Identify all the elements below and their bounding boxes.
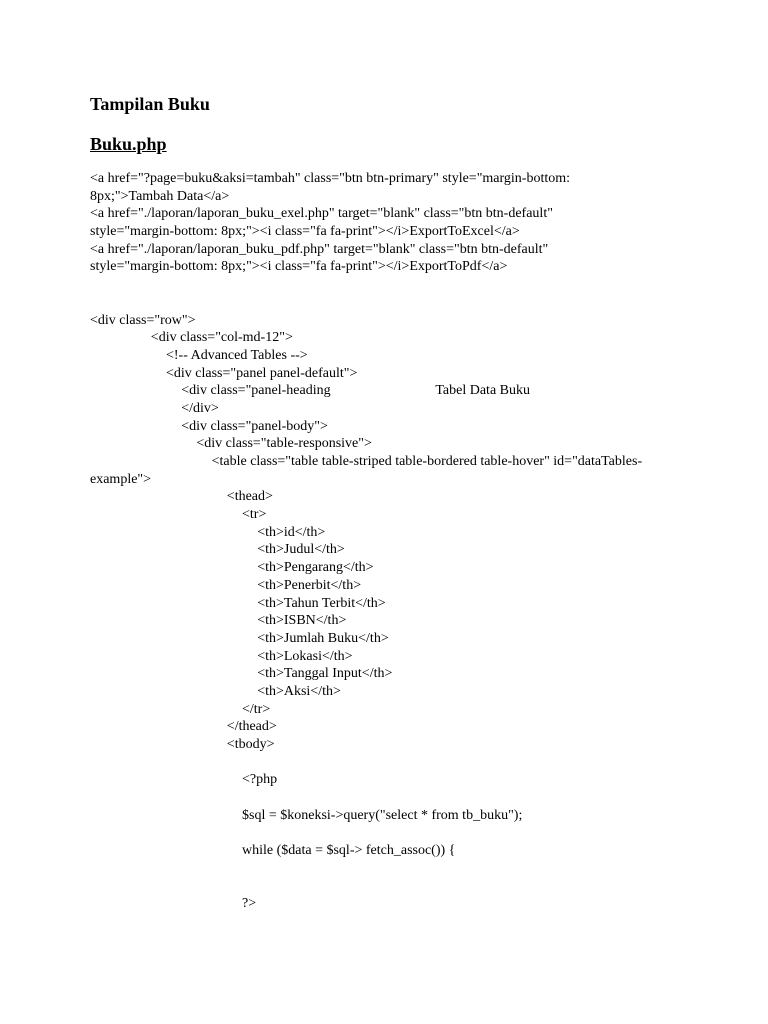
code-line: <th>Tahun Terbit</th> (257, 595, 386, 611)
code-line: <div class="panel-body"> (181, 418, 328, 434)
code-line (90, 860, 690, 878)
code-line: <th>Jumlah Buku</th> (257, 630, 389, 646)
code-line (90, 878, 690, 896)
code-line: <th>ISBN</th> (257, 613, 347, 629)
code-line: $sql = $koneksi->query("select * from tb_buku"); (242, 807, 523, 823)
code-line: </tr> (242, 701, 271, 717)
code-line: <thead> (226, 489, 273, 505)
code-line: <th>Penerbit</th> (257, 577, 362, 593)
code-block (90, 170, 690, 913)
code-line: <th>Judul</th> (257, 542, 345, 558)
code-line: <table class="table table-striped table-bordered table-hover" id="dataTables- (211, 454, 643, 469)
code-line: <th>id</th> (257, 524, 326, 540)
code-line: <th>Pengarang</th> (257, 560, 374, 576)
code-line: <?php (242, 772, 278, 788)
code-line: <a href="./laporan/laporan_buku_exel.php" target="blank" class="btn btn-default" (90, 206, 553, 222)
code-line (90, 754, 690, 772)
code-line: <div class="table-responsive"> (196, 436, 372, 452)
code-line: example"> (90, 471, 152, 487)
code-line: </div> (181, 400, 219, 416)
code-line: <tbody> (226, 737, 275, 752)
code-line: <div class="col-md-12"> (150, 330, 293, 346)
code-line: <tr> (242, 507, 267, 523)
code-line: 8px;">Tambah Data</a> (90, 188, 230, 204)
code-line (90, 824, 690, 842)
code-line: while ($data = $sql-> fetch_assoc()) { (242, 843, 456, 859)
code-line: style="margin-bottom: 8px;"><i class="fa fa-print"></i>ExportToExcel</a> (90, 224, 520, 240)
code-line: <div class="panel-heading Tabel Data Buku (181, 383, 530, 399)
code-line: </thead> (226, 719, 277, 735)
code-line: <th>Tanggal Input</th> (257, 666, 393, 682)
code-line: <div class="panel panel-default"> (166, 365, 358, 381)
code-line: <th>Aksi</th> (257, 683, 341, 699)
document-title: Tampilan Buku (90, 94, 210, 114)
code-line: style="margin-bottom: 8px;"><i class="fa fa-print"></i>ExportToPdf</a> (90, 259, 508, 275)
code-line (90, 276, 690, 294)
code-line (90, 789, 690, 807)
code-line: <!-- Advanced Tables --> (166, 347, 308, 363)
code-line: <div class="row"> (90, 312, 196, 328)
code-line: <a href="?page=buku&aksi=tambah" class="btn btn-primary" style="margin-bottom: (90, 171, 571, 186)
code-line: <a href="./laporan/laporan_buku_pdf.php" target="blank" class="btn btn-default" (90, 241, 549, 257)
code-line: ?> (242, 896, 257, 912)
document-subtitle: Buku.php (90, 134, 167, 154)
code-line (90, 294, 690, 312)
code-line: <th>Lokasi</th> (257, 648, 353, 664)
